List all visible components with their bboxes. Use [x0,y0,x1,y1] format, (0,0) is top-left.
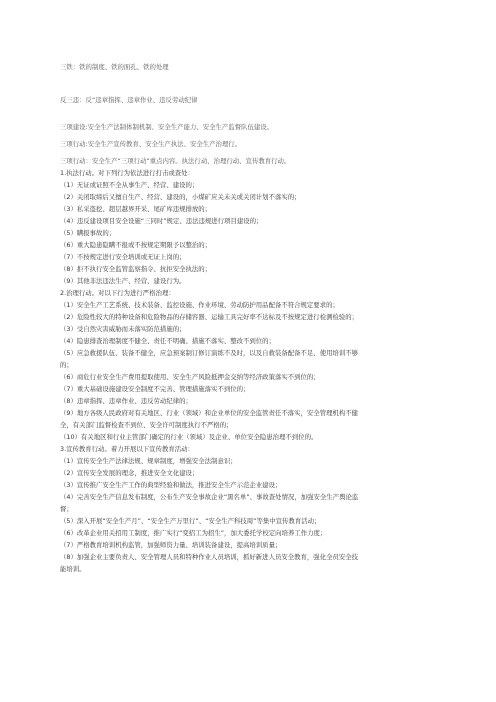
section-heading: 1.执法行动。对下列行为依法进行打击或查处： [60,169,194,177]
text-line: （3）受自然灾害威胁而未落实防范措施的； [60,325,186,333]
heading-three-actions: 三项行动:安全生产宣传教育、安全生产执法、安全生产治理行。 [60,140,242,148]
text-line: （3）私采盗挖、超层越界开采、尾矿库违规排放的； [60,205,212,213]
section-heading: 3.宣传教育行动。着力开展以下宣传教育活动： [60,445,194,453]
heading-three-actions-detail: 三项行动：安全生产“三项行动”重点内容。执法行动、治理行动、宣传教育行动。 [60,157,291,165]
text-line: （4）完善安全生产信息发布制度，公布生产安全事故企业“黑名单”、事故查处情况，加强安全生产舆论监 [60,493,359,501]
text-line: （5）深入开展“安全生产月”、“安全生产万里行”、“安全生产科技周”等集中宣传教育活动； [60,517,321,525]
text-line: （1）无证或证照不全从事生产、经营、建设的； [60,181,199,189]
section-heading: 2.治理行动。对以下行为进行严格治理： [60,289,175,297]
text-line: （5）应急救援队伍、装备不健全，应急预案制订修订演练不及时，以及自救装备配备不足、使用培训不够 [60,349,359,357]
text-line: （6）商危行业安全生产费用提取使用、安全生产风险抵押金交纳等经济政策落实不到位的； [60,373,320,381]
text-line: （4）隐患排查治理制度不健全、责任不明确、措施不落实、整改不到位的； [60,337,275,345]
text-line: （7）不按规定进行安全培训或无证上岗的； [60,253,186,261]
text-line: （10）有关地区和行业主管部门确定的行业（领域）及企业、单位安全隐患治理不到位的。 [60,433,318,441]
text-line: （9）其他非法违法生产、经营、建设行为。 [60,277,186,285]
text-line: （8）违章指挥、违章作业、违反劳动纪律的； [60,397,192,405]
text-line: （7）重大基础设施建设安全制度不完善、管理措施落实不到位的； [60,385,250,393]
text-line: 全，有关部门监督检查不到位、安全许可制度执行不严格的； [60,421,233,429]
text-line: 能培训。 [60,565,86,573]
text-line: （4）违反建设项目安全设施“三同时”规定、违法违规进行项目建设的； [60,217,263,225]
text-line: 的； [60,361,73,369]
heading-three-constructions: 三项建设:安全生产法制体制机制、安全生产能力、安全生产监督队伍建设。 [60,123,274,131]
text-line: 督； [60,505,73,513]
text-line: （7）严格教育培训机构监管，加强师资力量、培训装备建设，提高培训质量； [60,541,282,549]
text-line: （3）宣传推广安全生产工作的典型经验和做法，推进安全生产示范企业建设； [60,481,282,489]
text-line: （5）瞒报事故的； [60,229,116,237]
text-line: （9）地方各级人民政府对有关地区、行业（领域）和企业单位的安全监管责任不落实，安全管理机构不健 [60,409,359,417]
text-line: （2）宣传安全发展的理念，推进安全文化建设； [60,469,199,477]
text-line: （8）加强企业主要负责人、安全管理人员和特种作业人员培训，抓好新进人员安全教育，强化全员安全技 [60,553,359,561]
text-line: （6）改革企业用关招用工制度，推广实行“变招工为招生”，加大委托学校定向培养工作力度； [60,529,327,537]
text-line: （6）重大隐患隐瞒不报或不按规定期限予以整治的； [60,241,212,249]
text-line: （1）安全生产工艺系统、技术装备、监控设施、作业环境、劳动防护用品配备不符合规定要求的； [60,301,339,309]
text-line: （1）宣传安全生产法律法规、规章制度，增强安全法制意识； [60,457,237,465]
text-line: （8）拒不执行安全监管监察指令、抗拒安全执法的； [60,265,212,273]
heading-anti-three-violations: 反三违：反“违章指挥、违章作业、违反劳动纪律 [60,96,198,104]
heading-three-iron: 三铁：铁的制度、铁的面孔、铁的处理 [60,63,169,71]
text-line: （2）关闭取缔后又擅自生产、经营、建设的，小煤矿应关未关或关闭计划不落实的； [60,193,301,201]
text-line: （2）危险性较大的特种设备和危险物品的存储容器、运输工具完好率不达标及不按规定进行检测检验的； [60,313,359,321]
